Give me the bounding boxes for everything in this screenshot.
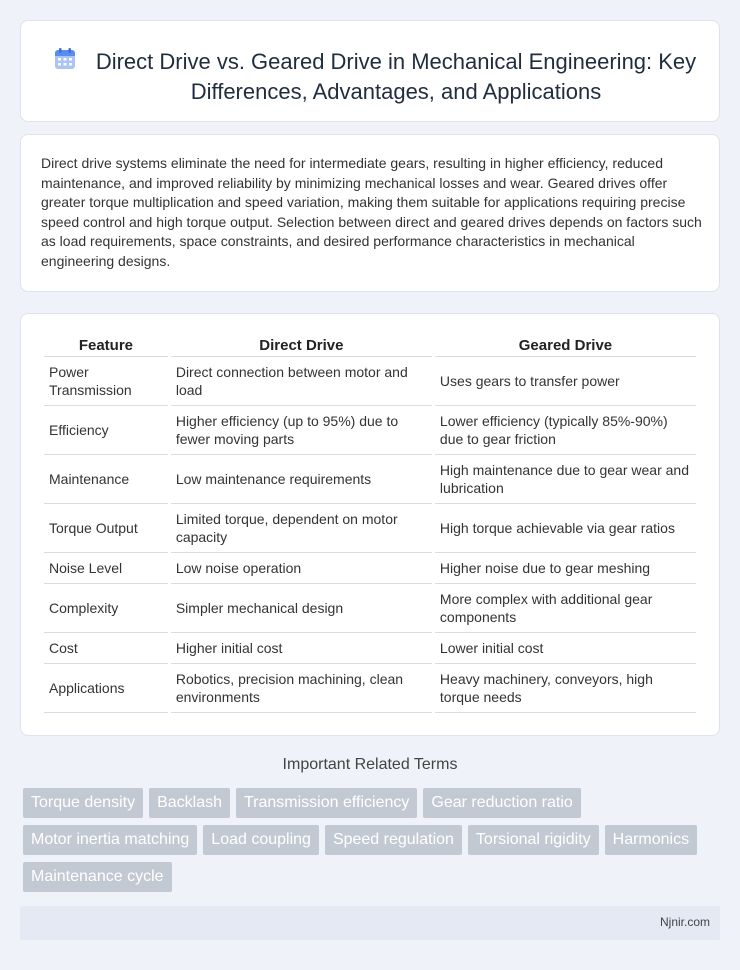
term-tag[interactable]: Gear reduction ratio xyxy=(423,788,580,818)
footer-site[interactable]: Njnir.com xyxy=(659,915,710,929)
comparison-table-card xyxy=(20,313,720,736)
term-tag[interactable]: Backlash xyxy=(149,788,230,818)
related-terms-heading: Important Related Terms xyxy=(282,756,458,773)
title-card xyxy=(20,20,720,122)
direct-drive-cell: Simpler mechanical design xyxy=(171,584,432,633)
feature-cell: Power Transmission xyxy=(44,357,168,406)
page-title: Direct Drive vs. Geared Drive in Mechanical Engineering: Key Differences, Advantages, and Applications xyxy=(95,49,697,104)
term-tag[interactable]: Harmonics xyxy=(605,825,697,855)
table-row xyxy=(44,406,696,455)
geared-drive-cell: Higher noise due to gear meshing xyxy=(435,553,696,584)
header-geared-drive: Geared Drive xyxy=(435,334,696,357)
table-row xyxy=(44,664,696,713)
feature-cell: Noise Level xyxy=(44,553,168,584)
table-row xyxy=(44,584,696,633)
geared-drive-cell: High maintenance due to gear wear and lubrication xyxy=(435,455,696,504)
direct-drive-cell: Higher initial cost xyxy=(171,633,432,664)
geared-drive-cell: Heavy machinery, conveyors, high torque needs xyxy=(435,664,696,713)
geared-drive-cell: More complex with additional gear components xyxy=(435,584,696,633)
direct-drive-cell: Low noise operation xyxy=(171,553,432,584)
term-tag[interactable]: Maintenance cycle xyxy=(23,862,172,892)
term-tag[interactable]: Torsional rigidity xyxy=(468,825,599,855)
table-row xyxy=(44,455,696,504)
direct-drive-cell: Low maintenance requirements xyxy=(171,455,432,504)
geared-drive-cell: Lower initial cost xyxy=(435,633,696,664)
term-tag[interactable]: Motor inertia matching xyxy=(23,825,197,855)
term-tag[interactable]: Torque density xyxy=(23,788,143,818)
direct-drive-cell: Direct connection between motor and load xyxy=(171,357,432,406)
feature-cell: Torque Output xyxy=(44,504,168,553)
table-row xyxy=(44,633,696,664)
geared-drive-cell: High torque achievable via gear ratios xyxy=(435,504,696,553)
term-tag[interactable]: Load coupling xyxy=(203,825,319,855)
feature-cell: Applications xyxy=(44,664,168,713)
feature-cell: Maintenance xyxy=(44,455,168,504)
calendar-icon xyxy=(53,47,77,71)
header-feature: Feature xyxy=(44,334,168,357)
direct-drive-cell: Higher efficiency (up to 95%) due to fewer moving parts xyxy=(171,406,432,455)
table-row xyxy=(44,357,696,406)
geared-drive-cell: Uses gears to transfer power xyxy=(435,357,696,406)
direct-drive-cell: Limited torque, dependent on motor capacity xyxy=(171,504,432,553)
summary-paragraph: Direct drive systems eliminate the need for intermediate gears, resulting in higher efficiency, reduced maintenance, and improved reliability by minimizing mechanical losses and wear. Geared drives offer greater torque multiplication and speed variation, making them suitable for applications requiring precise speed control and high torque output. Selection between direct and geared drives depends on factors such as load requirements, space constraints, and desired performance characteristics in mechanical engineering designs. xyxy=(41,155,702,269)
geared-drive-cell: Lower efficiency (typically 85%-90%) due to gear friction xyxy=(435,406,696,455)
feature-cell: Cost xyxy=(44,633,168,664)
feature-cell: Efficiency xyxy=(44,406,168,455)
table-row xyxy=(44,553,696,584)
comparison-table xyxy=(41,334,699,713)
table-row xyxy=(44,504,696,553)
term-tag[interactable]: Speed regulation xyxy=(325,825,462,855)
feature-cell: Complexity xyxy=(44,584,168,633)
footer xyxy=(20,906,720,940)
term-tag[interactable]: Transmission efficiency xyxy=(236,788,417,818)
summary-card xyxy=(20,134,720,292)
header-direct-drive: Direct Drive xyxy=(171,334,432,357)
direct-drive-cell: Robotics, precision machining, clean environments xyxy=(171,664,432,713)
related-terms-list xyxy=(23,788,723,899)
